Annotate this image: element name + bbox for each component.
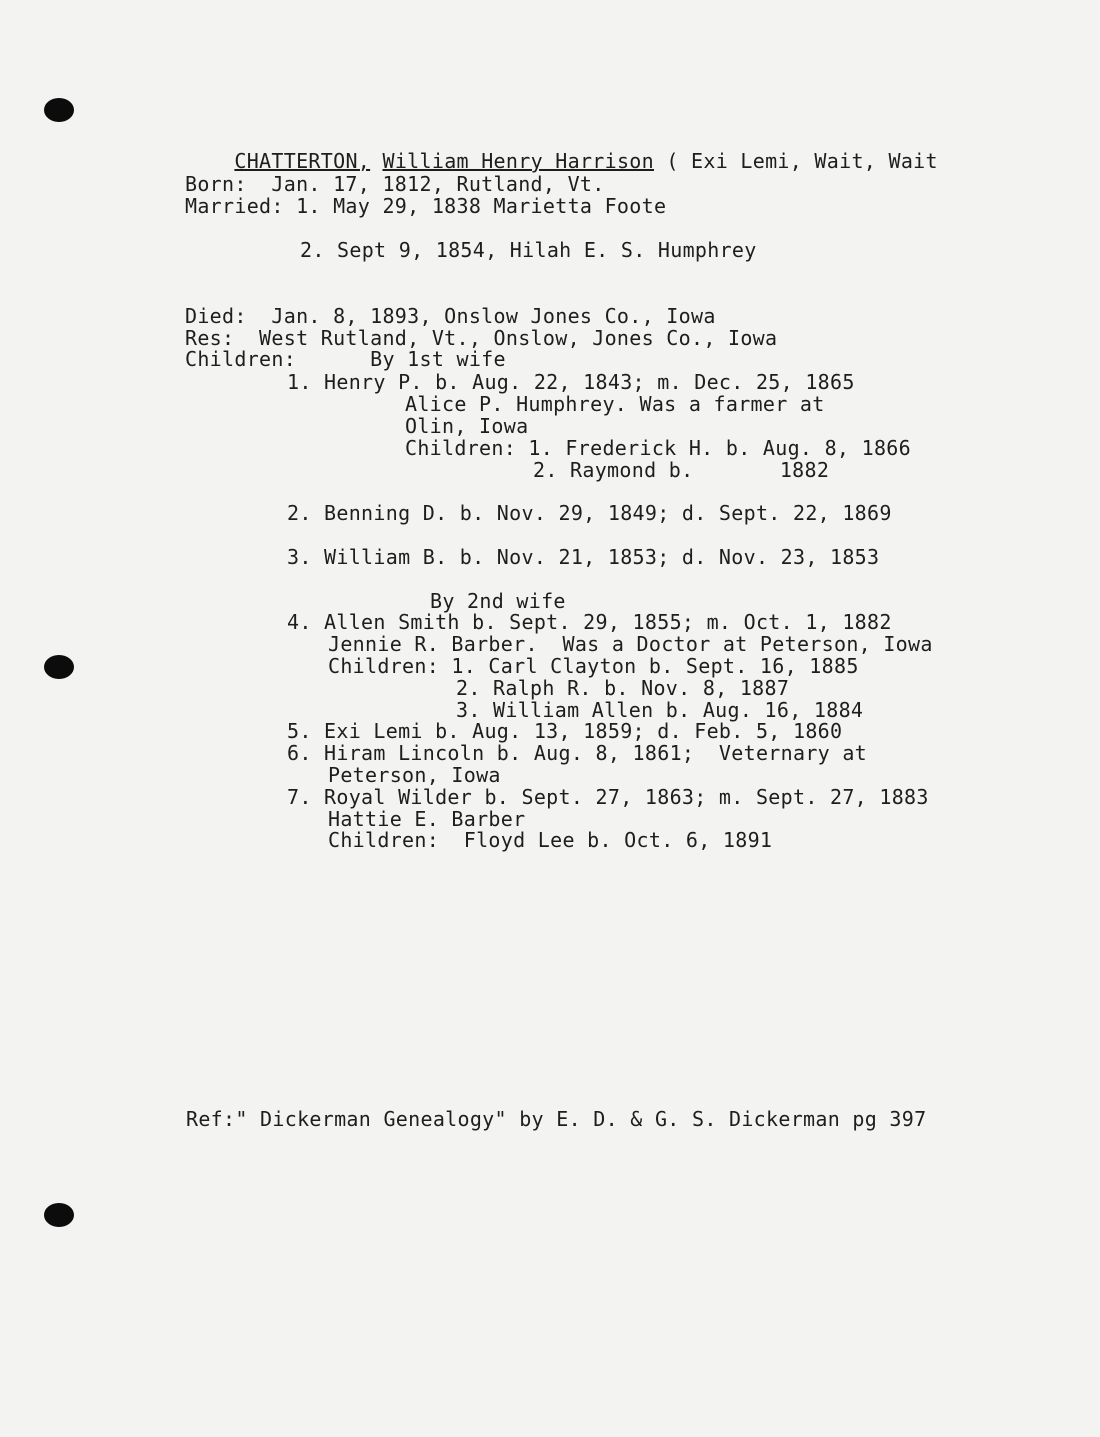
given-names: William Henry Harrison <box>382 149 654 173</box>
child-1-line-3: Olin, Iowa <box>405 414 529 438</box>
child-6-line-2: Peterson, Iowa <box>328 763 501 787</box>
child-2-line: 2. Benning D. b. Nov. 29, 1849; d. Sept. 22, 1869 <box>287 501 892 525</box>
lineage: ( Exi Lemi, Wait, Wait <box>654 149 938 173</box>
child-4-line-2: Jennie R. Barber. Was a Doctor at Peterson, Iowa <box>328 632 933 656</box>
married-line-1: Married: 1. May 29, 1838 Marietta Foote <box>185 194 667 218</box>
child-4-line-3: Children: 1. Carl Clayton b. Sept. 16, 1885 <box>328 654 859 678</box>
married-line-2: 2. Sept 9, 1854, Hilah E. S. Humphrey <box>300 238 757 262</box>
born-line: Born: Jan. 17, 1812, Rutland, Vt. <box>185 172 605 196</box>
child-7-line-3: Children: Floyd Lee b. Oct. 6, 1891 <box>328 828 773 852</box>
residence-line: Res: West Rutland, Vt., Onslow, Jones Co., Iowa <box>185 326 778 350</box>
punch-hole-bottom <box>44 1203 74 1227</box>
child-4-line-4: 2. Ralph R. b. Nov. 8, 1887 <box>456 676 790 700</box>
punch-hole-top <box>44 98 74 122</box>
child-7-line-1: 7. Royal Wilder b. Sept. 27, 1863; m. Sept. 27, 1883 <box>287 785 929 809</box>
child-3-line: 3. William B. b. Nov. 21, 1853; d. Nov. 23, 1853 <box>287 545 880 569</box>
second-wife-heading: By 2nd wife <box>430 589 566 613</box>
child-5-line: 5. Exi Lemi b. Aug. 13, 1859; d. Feb. 5, 1860 <box>287 719 843 743</box>
child-6-line-1: 6. Hiram Lincoln b. Aug. 8, 1861; Veternary at <box>287 741 868 765</box>
children-heading: Children: By 1st wife <box>185 347 506 371</box>
child-4-line-1: 4. Allen Smith b. Sept. 29, 1855; m. Oct. 1, 1882 <box>287 610 892 634</box>
child-1-line-4: Children: 1. Frederick H. b. Aug. 8, 1866 <box>405 436 911 460</box>
child-1-line-2: Alice P. Humphrey. Was a farmer at <box>405 392 825 416</box>
surname: CHATTERTON, <box>234 149 371 173</box>
child-4-line-5: 3. William Allen b. Aug. 16, 1884 <box>456 698 864 722</box>
child-7-line-2: Hattie E. Barber <box>328 807 526 831</box>
died-line: Died: Jan. 8, 1893, Onslow Jones Co., Iowa <box>185 304 716 328</box>
child-1-line-1: 1. Henry P. b. Aug. 22, 1843; m. Dec. 25, 1865 <box>287 370 855 394</box>
reference-line: Ref:" Dickerman Genealogy" by E. D. & G. S. Dickerman pg 397 <box>186 1107 927 1131</box>
punch-hole-middle <box>44 655 74 679</box>
child-1-line-5: 2. Raymond b. 1882 <box>533 458 830 482</box>
